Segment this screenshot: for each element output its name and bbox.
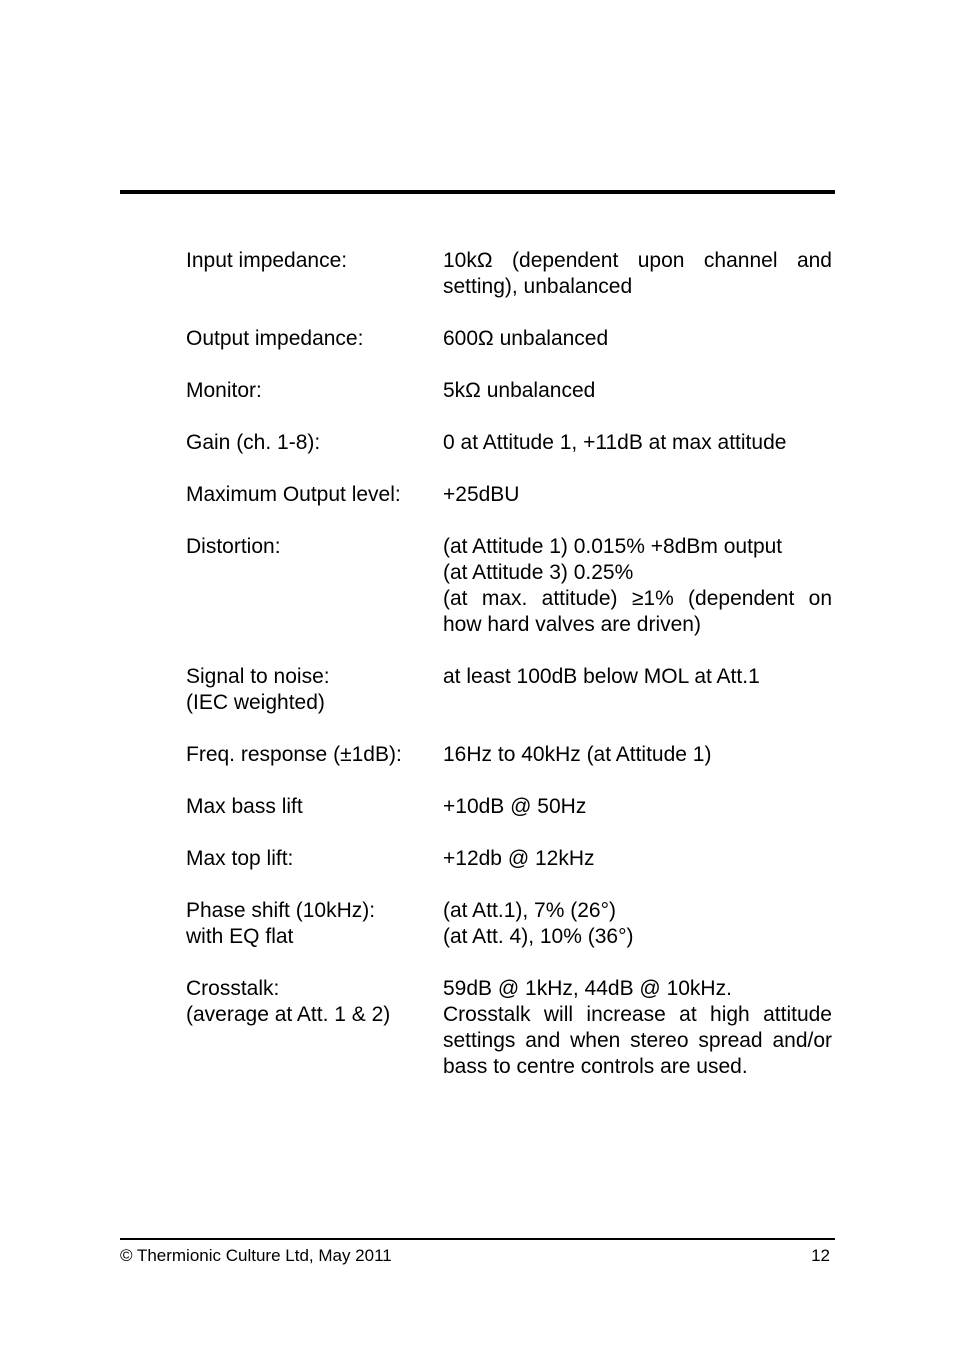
spec-label: Max bass lift bbox=[186, 795, 303, 818]
spec-value bbox=[443, 378, 832, 404]
spec-value bbox=[443, 898, 832, 950]
spec-value bbox=[443, 482, 832, 508]
spec-value-line: 10kΩ (dependent upon channel and setting), unbalanced bbox=[443, 249, 832, 298]
spec-label: Maximum Output level: bbox=[186, 483, 401, 506]
spec-value bbox=[443, 742, 832, 768]
spec-row-crosstalk bbox=[186, 976, 832, 1080]
spec-value-line: at least 100dB below MOL at Att.1 bbox=[443, 665, 760, 688]
spec-label: Output impedance: bbox=[186, 327, 364, 350]
spec-row-monitor bbox=[186, 378, 832, 404]
spec-value-line: 0 at Attitude 1, +11dB at max attitude bbox=[443, 431, 787, 454]
spec-label bbox=[186, 898, 443, 950]
spec-label-line: Crosstalk: bbox=[186, 977, 280, 1000]
spec-value-line: (at max. attitude) ≥1% (dependent on how hard valves are driven) bbox=[443, 587, 832, 636]
spec-value-line: (at Attitude 1) 0.015% +8dBm output bbox=[443, 535, 783, 558]
spec-value-line: Crosstalk will increase at high attitude settings and when stereo spread and/or bass to centre controls are used. bbox=[443, 1003, 832, 1078]
spec-label-line: with EQ flat bbox=[186, 925, 294, 948]
spec-value bbox=[443, 846, 832, 872]
header-rule bbox=[120, 190, 835, 194]
spec-value-line: 16Hz to 40kHz (at Attitude 1) bbox=[443, 743, 712, 766]
spec-value bbox=[443, 326, 832, 352]
spec-label: Input impedance: bbox=[186, 249, 348, 272]
spec-value-line: 600Ω unbalanced bbox=[443, 327, 609, 350]
spec-row-max-bass-lift bbox=[186, 794, 832, 820]
spec-value bbox=[443, 430, 832, 456]
spec-row-output-impedance bbox=[186, 326, 832, 352]
spec-value bbox=[443, 664, 832, 716]
spec-label-line: Signal to noise: bbox=[186, 665, 330, 688]
spec-row-distortion bbox=[186, 534, 832, 638]
spec-label: Distortion: bbox=[186, 535, 281, 558]
spec-label-line: (IEC weighted) bbox=[186, 691, 325, 714]
spec-row-gain bbox=[186, 430, 832, 456]
spec-value-line: (at Attitude 3) 0.25% bbox=[443, 561, 634, 584]
spec-value-line: (at Att. 4), 10% (36°) bbox=[443, 925, 634, 948]
spec-row-max-top-lift bbox=[186, 846, 832, 872]
spec-label-line: (average at Att. 1 & 2) bbox=[186, 1003, 391, 1026]
spec-value bbox=[443, 534, 832, 638]
spec-label-line: Phase shift (10kHz): bbox=[186, 899, 376, 922]
spec-table bbox=[186, 248, 832, 1106]
spec-value-line: +10dB @ 50Hz bbox=[443, 795, 587, 818]
spec-row-signal-to-noise bbox=[186, 664, 832, 716]
spec-value bbox=[443, 794, 832, 820]
spec-value bbox=[443, 976, 832, 1080]
footer-copyright: © Thermionic Culture Ltd, May 2011 bbox=[120, 1246, 392, 1265]
footer-rule bbox=[120, 1238, 835, 1240]
spec-value-line: 59dB @ 1kHz, 44dB @ 10kHz. bbox=[443, 977, 732, 1000]
spec-row-max-output-level bbox=[186, 482, 832, 508]
spec-label: Freq. response (±1dB): bbox=[186, 743, 402, 766]
spec-row-input-impedance bbox=[186, 248, 832, 300]
spec-value bbox=[443, 248, 832, 300]
spec-label: Gain (ch. 1-8): bbox=[186, 431, 321, 454]
spec-value-line: 5kΩ unbalanced bbox=[443, 379, 596, 402]
spec-label: Max top lift: bbox=[186, 847, 294, 870]
spec-value-line: (at Att.1), 7% (26°) bbox=[443, 899, 616, 922]
spec-label: Monitor: bbox=[186, 379, 262, 402]
spec-row-phase-shift bbox=[186, 898, 832, 950]
spec-value-line: +12db @ 12kHz bbox=[443, 847, 595, 870]
page-number: 12 bbox=[811, 1246, 830, 1265]
spec-label bbox=[186, 976, 443, 1080]
spec-value-line: +25dBU bbox=[443, 483, 520, 506]
spec-row-freq-response bbox=[186, 742, 832, 768]
spec-label bbox=[186, 664, 443, 716]
